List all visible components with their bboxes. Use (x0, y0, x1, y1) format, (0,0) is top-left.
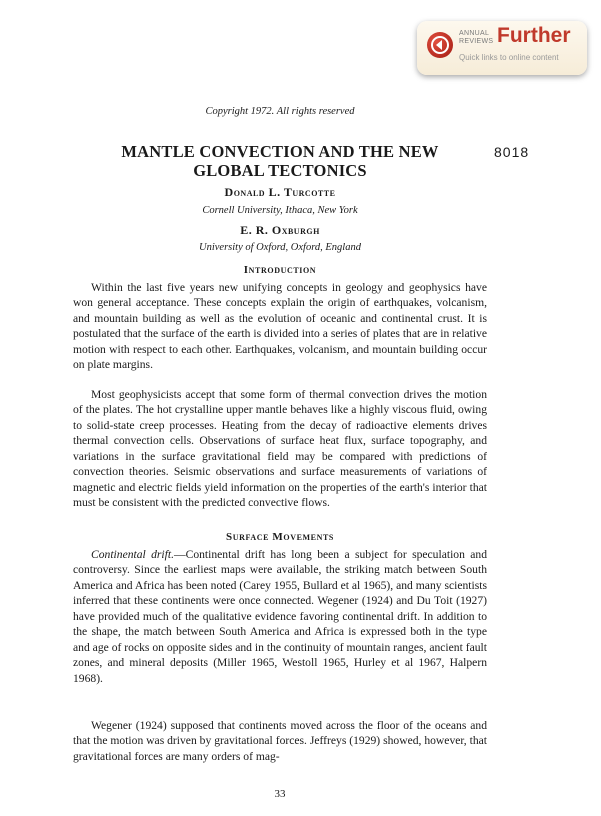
author-name-2: E. R. Oxburgh (240, 223, 320, 237)
title-line-2: GLOBAL TECTONICS (193, 161, 367, 180)
paragraph-3 (73, 547, 487, 686)
annual-reviews-logo-icon (427, 32, 453, 58)
subsection-lead-continental-drift: Continental drift. (91, 548, 174, 561)
title-line-1: MANTLE CONVECTION AND THE NEW (121, 142, 439, 161)
paragraph-2: Most geophysicists accept that some form of thermal convection drives the motion of the plates. The hot crystalline upper mantle behaves like a highly viscous fluid, owing to solid-state creep processes. Heating from the decay of radioactive elements drives thermal convection cells. Observations of surface heat flux, surface topography, and variations in the surface gravitational field may be compared with predictions of convection theories. Seismic observations and surface measurements of variations of magnetic and electric fields yield information on the properties of the earth's interior that must be consistent with the predicted convective flows. (73, 388, 487, 510)
copyright-notice: Copyright 1972. All rights reserved (205, 106, 355, 117)
further-label: Further (497, 24, 571, 47)
article-title (100, 142, 460, 180)
document-number: 8018 (494, 144, 530, 160)
further-tagline: Quick links to online content (459, 53, 559, 62)
section-heading-surface-movements: Surface Movements (226, 531, 334, 543)
author-affiliation-2: University of Oxford, Oxford, England (199, 242, 361, 253)
author-name-1: Donald L. Turcotte (224, 185, 336, 199)
paragraph-4: Wegener (1924) supposed that continents moved across the floor of the oceans and that the motion was driven by gravitational forces. Jeffreys (1929) showed, however, that gravitational forces are many orders of mag- (73, 719, 487, 763)
further-badge[interactable] (417, 21, 587, 75)
annual-reviews-wordmark: ANNUAL REVIEWS (459, 30, 494, 45)
paragraph-1: Within the last five years new unifying concepts in geology and geophysics have won general acceptance. These concepts explain the origin of earthquakes, volcanism, and mountain building as well as the evolution of oceanic and continental crust. It is postulated that the surface of the earth is divided into a series of plates that are in relative motion with respect to each other. Earthquakes, volcanism, and mountain building occur on plate margins. (73, 281, 487, 372)
author-affiliation-1: Cornell University, Ithaca, New York (202, 205, 358, 216)
paragraph-3-body: —Continental drift has long been a subject for speculation and controversy. Since the earliest maps were available, the striking match between South America and Africa has been noted (Carey 1955, Bullard et al 1965), and many scientists inferred that these continents were once connected. Wegener (1924) and Du Toit (1927) have provided much of the qualitative evidence favoring continental drift. In addition to the shape, the match between South America and Africa is expressed both in the type and age of rocks on opposite sides and in the continuity of mountain ranges, ancient fault zones, and mineral deposits (Miller 1965, Westoll 1965, Hurley et al 1967, Halpern 1968). (73, 548, 487, 685)
page-number: 33 (274, 788, 286, 800)
section-heading-introduction: Introduction (243, 264, 317, 276)
